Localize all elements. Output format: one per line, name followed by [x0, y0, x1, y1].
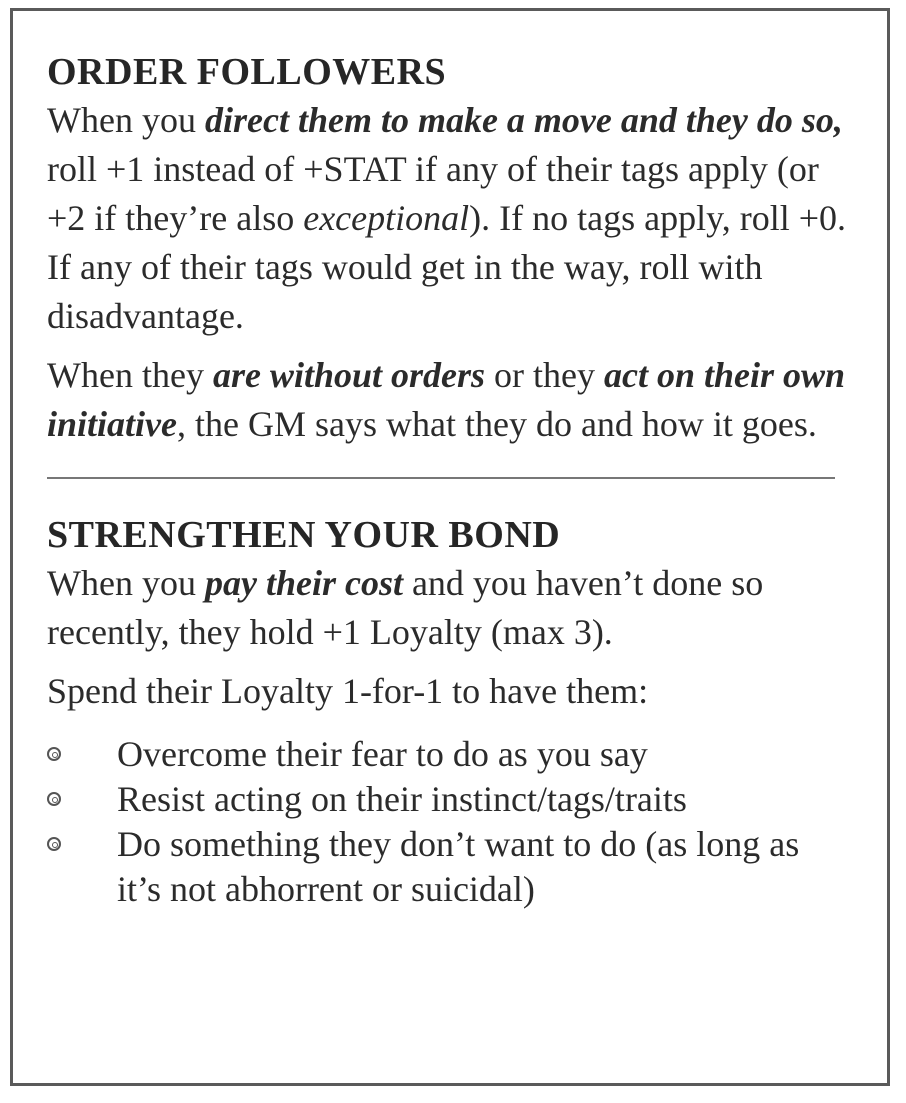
circle-bullet-icon: [47, 837, 61, 851]
move-secondary-paragraph: [47, 351, 847, 449]
move-card: [47, 48, 847, 912]
move-strengthen-your-bond: [47, 511, 847, 912]
text-run: When they: [47, 355, 213, 395]
emphasis-text: exceptional: [303, 198, 470, 238]
list-item: [47, 777, 847, 822]
text-run: or they: [485, 355, 604, 395]
text-run: roll +1 instead of +STAT if any of their tags apply (or +2 if they’re also: [47, 149, 819, 238]
circle-bullet-icon: [47, 747, 61, 761]
move-spend-paragraph: Spend their Loyalty 1-for-1 to have them:: [47, 671, 649, 711]
text-run: ). If no tags apply, roll +0. If any of their tags would get in the way, roll with disadvantage.: [47, 198, 847, 336]
text-run: When you: [47, 563, 205, 603]
text-run: When you: [47, 100, 205, 140]
option-text: Do something they don’t want to do (as long as it’s not abhorrent or suicidal): [117, 824, 800, 909]
emphasis-text: act on their own initiative: [47, 355, 846, 444]
text-run: , the GM says what they do and how it goes.: [177, 404, 817, 444]
list-item: [47, 732, 847, 777]
move-title: STRENGTHEN YOUR BOND: [47, 514, 561, 556]
emphasis-text: direct them to make a move and they do so,: [204, 100, 843, 140]
move-title: ORDER FOLLOWERS: [47, 51, 447, 93]
option-text: Overcome their fear to do as you say: [117, 734, 648, 774]
option-text: Resist acting on their instinct/tags/traits: [117, 779, 687, 819]
section-divider: [47, 477, 835, 479]
option-list: [47, 732, 847, 912]
list-item: [47, 822, 847, 912]
circle-bullet-icon: [47, 792, 61, 806]
emphasis-text: are without orders: [212, 355, 485, 395]
move-trigger-paragraph: [47, 96, 847, 341]
text-run: and you haven’t done so recently, they hold +1 Loyalty (max 3).: [47, 563, 764, 652]
emphasis-text: pay their cost: [204, 563, 403, 603]
move-trigger-paragraph: [47, 559, 847, 657]
move-order-followers: [47, 48, 847, 449]
